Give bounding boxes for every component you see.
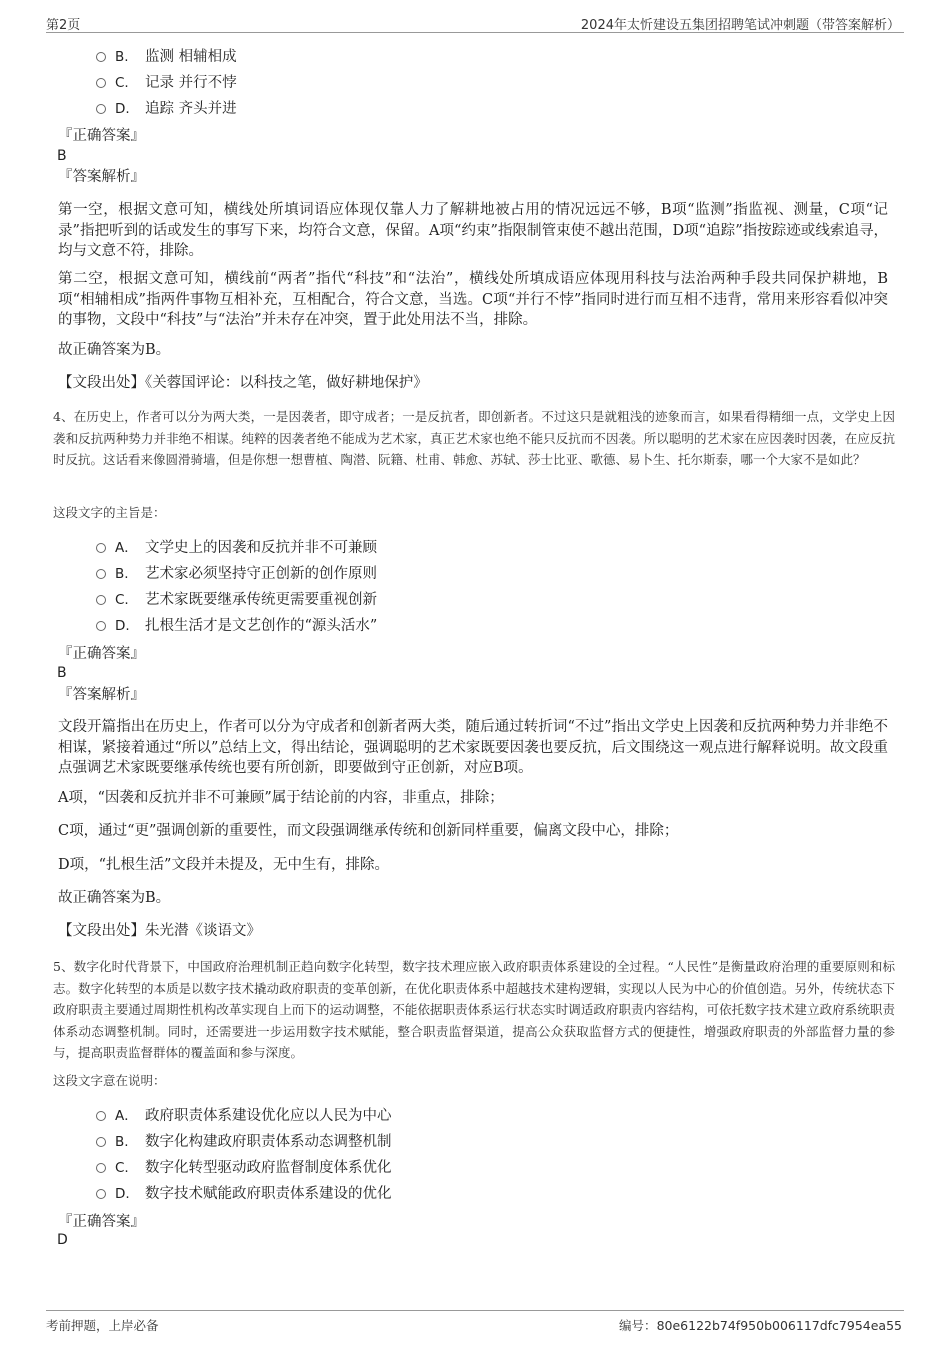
- radio-icon[interactable]: [96, 595, 106, 605]
- q3-option-c[interactable]: C. 记录 并行不悖: [96, 72, 237, 94]
- q4-conclusion: 故正确答案为B。: [58, 890, 171, 906]
- radio-icon[interactable]: [96, 569, 106, 579]
- q3-analysis-label: 『答案解析』: [58, 169, 145, 185]
- q4-analysis-paragraph: C项，通过“更”强调创新的重要性，而文段强调继承传统和创新同样重要，偏离文段中心，排除；: [58, 823, 679, 839]
- document-title: 2024年太忻建设五集团招聘笔试冲刺题（带答案解析）: [580, 18, 900, 33]
- q3-analysis-paragraph: 第一空，根据文意可知，横线处所填词语应体现仅靠人力了解耕地被占用的情况远远不够，B项“监测”指监视、测量，C项“记录”指把听到的话或发生的事写下来，均符合文意，保留。A项“约束”指限制管束使不越出范围，D项“追踪”指按踪迹或线索追寻，均与文意不符，排除。: [58, 202, 888, 259]
- q3-analysis-paragraph: 第二空，根据文意可知，横线前“两者”指代“科技”和“法治”，横线处所填成语应体现用科技与法治两种手段共同保护耕地，B项“相辅相成”指两件事物互相补充，互相配合，符合文意，当选。C项“并行不悖”指同时进行而互相不违背，常用来形容看似冲突的事物，文段中“科技”与“法治”并未存在冲突，置于此处用法不当，排除。: [58, 271, 888, 328]
- q5-answer: D: [57, 1232, 68, 1248]
- code-value: 80e6122b74f950b006117dfc7954ea55: [656, 1318, 902, 1333]
- q4-answer: B: [57, 665, 67, 681]
- q5-option-d[interactable]: D. 数字技术赋能政府职责体系建设的优化: [96, 1183, 392, 1205]
- q4-analysis-paragraph: A项，“因袭和反抗并非不可兼顾”属于结论前的内容，非重点，排除；: [58, 790, 504, 806]
- q3-answer: B: [57, 148, 67, 164]
- q5-option-c[interactable]: C. 数字化转型驱动政府监督制度体系优化: [96, 1157, 392, 1179]
- radio-icon[interactable]: [96, 1111, 106, 1121]
- radio-icon[interactable]: [96, 1189, 106, 1199]
- page-footer: [46, 1310, 904, 1333]
- q4-option-b[interactable]: B. 艺术家必须坚持守正创新的创作原则: [96, 563, 377, 585]
- q3-conclusion: 故正确答案为B。: [58, 342, 171, 358]
- q5-question-text: 5、数字化时代背景下，中国政府治理机制正趋向数字化转型，数字技术理应嵌入政府职责体系建设的全过程。“人民性”是衡量政府治理的重要原则和标志。数字化转型的本质是以数字技术撬动政府职责的变革创新，在优化职责体系中超越技术建构逻辑，实现以人民为中心的价值创造。另外，传统状态下政府职责主要通过周期性机构改革实现自上而下的运动调整，不能依据职责体系运行状态实时调适政府职责内容结构，可依托数字技术建立政府系统职责体系动态调整机制。同时，还需要进一步运用数字技术赋能，整合职责监督渠道，提高公众获取监督方式的便捷性，增强政府职责的外部监督力量的参与，提高职责监督群体的覆盖面和参与深度。: [53, 959, 895, 1060]
- q4-question-text: 4、在历史上，作者可以分为两大类，一是因袭者，即守成者；一是反抗者，即创新者。不过这只是就粗浅的迹象而言，如果看得精细一点，文学史上因袭和反抗两种势力并非绝不相谋。纯粹的因袭者绝不能成为艺术家，真正艺术家也绝不能只反抗而不因袭。所以聪明的艺术家在应因袭时因袭，在应反抗时反抗。这话看来像圆滑骑墙，但是你想一想曹植、陶潜、阮籍、杜甫、韩愈、苏轼、莎士比亚、歌德、易卜生、托尔斯泰，哪一个大家不是如此？: [53, 409, 895, 467]
- footer-slogan: 考前押题，上岸必备: [46, 1318, 159, 1333]
- q4-source: 【文段出处】朱光潜《谈语文》: [58, 923, 261, 939]
- q5-option-b[interactable]: B. 数字化构建政府职责体系动态调整机制: [96, 1131, 392, 1153]
- q3-source: 【文段出处】《关蓉国评论：以科技之笔，做好耕地保护》: [58, 375, 428, 391]
- q5-prompt: 这段文字意在说明：: [53, 1073, 166, 1088]
- q3-option-b[interactable]: B. 监测 相辅相成: [96, 46, 237, 68]
- q4-analysis-label: 『答案解析』: [58, 687, 145, 703]
- radio-icon[interactable]: [96, 621, 106, 631]
- code-label: 编号：: [619, 1318, 657, 1333]
- q4-option-d[interactable]: D. 扎根生活才是文艺创作的“源头活水”: [96, 615, 377, 637]
- q4-analysis-paragraph: 文段开篇指出在历史上，作者可以分为守成者和创新者两大类，随后通过转折词“不过”指出文学史上因袭和反抗两种势力并非绝不相谋，紧接着通过“所以”总结上文，得出结论，强调聪明的艺术家既要因袭也要反抗，后文围绕这一观点进行解释说明。故文段重点强调艺术家既要继承传统也要有所创新，即要做到守正创新，对应B项。: [58, 719, 888, 776]
- q3-option-d[interactable]: D. 追踪 齐头并进: [96, 98, 237, 120]
- radio-icon[interactable]: [96, 1137, 106, 1147]
- q4-prompt: 这段文字的主旨是：: [53, 505, 166, 520]
- q4-analysis-paragraph: D项，“扎根生活”文段并未提及，无中生有，排除。: [58, 857, 389, 873]
- q3-answer-label: 『正确答案』: [58, 128, 145, 144]
- q4-option-a[interactable]: A． 文学史上的因袭和反抗并非不可兼顾: [96, 537, 377, 559]
- radio-icon[interactable]: [96, 1163, 106, 1173]
- q4-answer-label: 『正确答案』: [58, 646, 145, 662]
- q4-option-c[interactable]: C. 艺术家既要继承传统更需要重视创新: [96, 589, 377, 611]
- radio-icon[interactable]: [96, 78, 106, 88]
- page-number: 第2页: [46, 18, 81, 33]
- page-header: [46, 12, 904, 33]
- q5-option-a[interactable]: A． 政府职责体系建设优化应以人民为中心: [96, 1105, 392, 1127]
- radio-icon[interactable]: [96, 104, 106, 114]
- radio-icon[interactable]: [96, 52, 106, 62]
- q5-answer-label: 『正确答案』: [58, 1214, 145, 1230]
- radio-icon[interactable]: [96, 543, 106, 553]
- document-code: [619, 1316, 902, 1334]
